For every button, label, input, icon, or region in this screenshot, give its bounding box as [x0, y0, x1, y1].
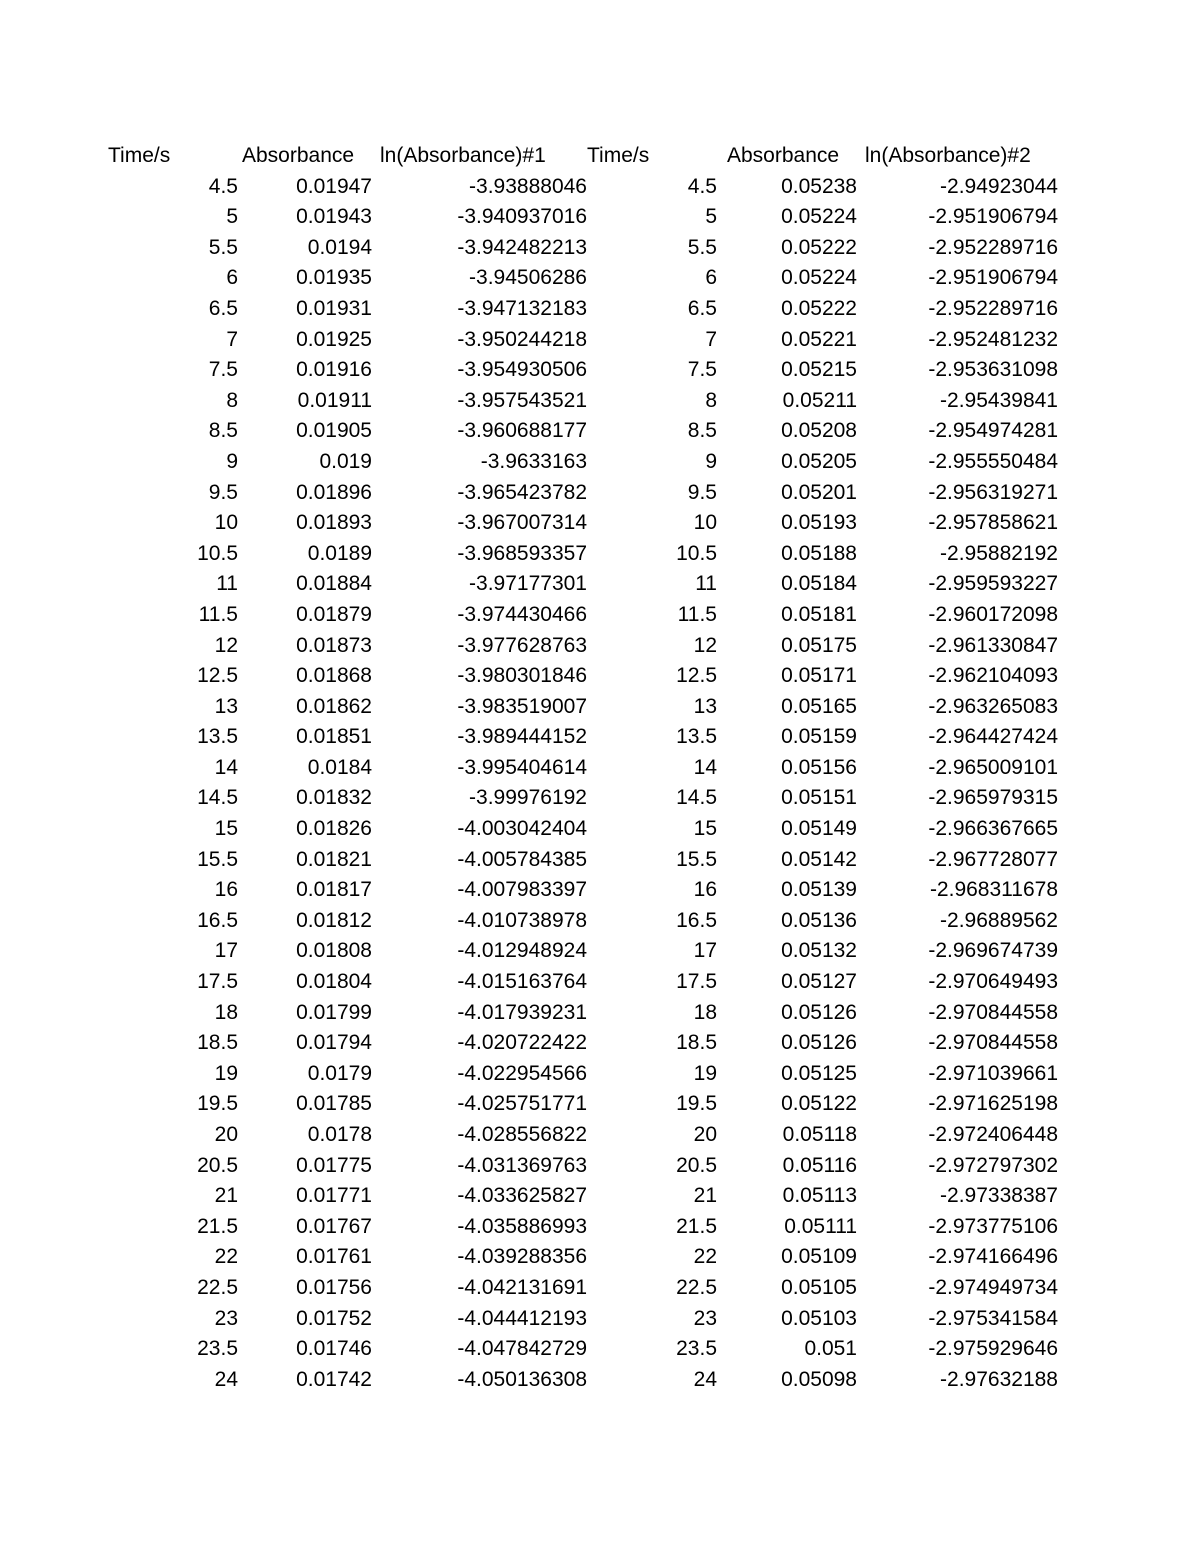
- absorbance-2-cell: 0.05105: [781, 1275, 857, 1299]
- time-2-cell: 22: [693, 1245, 717, 1269]
- absorbance-2-cell: 0.05098: [781, 1367, 857, 1391]
- ln-absorbance-2-cell: -2.953631098: [928, 358, 1058, 382]
- absorbance-1-cell: 0.0189: [307, 541, 372, 565]
- absorbance-2-cell: 0.05125: [781, 1061, 857, 1085]
- ln-absorbance-1-cell: -4.047842729: [457, 1337, 587, 1361]
- table-row: [108, 1059, 1058, 1090]
- time-1-cell: 19.5: [197, 1092, 238, 1116]
- time-2-cell: 8.5: [687, 419, 717, 443]
- absorbance-1-cell: 0.01943: [296, 205, 372, 229]
- ln-absorbance-2-cell: -2.963265083: [928, 694, 1058, 718]
- time-1-cell: 16: [214, 878, 238, 902]
- time-1-cell: 21.5: [197, 1214, 238, 1238]
- time-2-cell: 12.5: [676, 664, 717, 688]
- time-2-cell: 19.5: [676, 1092, 717, 1116]
- absorbance-1-cell: 0.01832: [296, 786, 372, 810]
- ln-absorbance-1-cell: -4.015163764: [457, 970, 587, 994]
- absorbance-1-cell: 0.01826: [296, 817, 372, 841]
- absorbance-2-cell: 0.05171: [781, 664, 857, 688]
- ln-absorbance-1-cell: -3.942482213: [457, 235, 587, 259]
- time-1-cell: 8: [226, 388, 238, 412]
- table-row: [108, 1028, 1058, 1059]
- absorbance-2-cell: 0.05238: [781, 174, 857, 198]
- ln-absorbance-2-cell: -2.974166496: [928, 1245, 1058, 1269]
- time-1-cell: 10.5: [197, 541, 238, 565]
- table-row: [108, 1273, 1058, 1304]
- ln-absorbance-2-cell: -2.957858621: [928, 511, 1058, 535]
- absorbance-1-cell: 0.01799: [296, 1000, 372, 1024]
- table-row: [108, 692, 1058, 723]
- absorbance-2-cell: 0.05156: [781, 755, 857, 779]
- ln-absorbance-2-cell: -2.971625198: [928, 1092, 1058, 1116]
- ln-absorbance-2-cell: -2.965009101: [928, 755, 1058, 779]
- time-2-cell: 13: [693, 694, 717, 718]
- absorbance-2-cell: 0.05224: [781, 205, 857, 229]
- absorbance-1-cell: 0.01893: [296, 511, 372, 535]
- header-time-2: Time/s: [587, 144, 650, 167]
- ln-absorbance-2-cell: -2.962104093: [928, 664, 1058, 688]
- time-2-cell: 21: [693, 1184, 717, 1208]
- table-row: [108, 936, 1058, 967]
- absorbance-2-cell: 0.05211: [782, 388, 857, 412]
- table-row: [108, 1181, 1058, 1212]
- absorbance-1-cell: 0.01756: [296, 1275, 372, 1299]
- absorbance-1-cell: 0.01785: [296, 1092, 372, 1116]
- time-2-cell: 19: [693, 1061, 717, 1085]
- absorbance-2-cell: 0.05222: [781, 296, 857, 320]
- ln-absorbance-1-cell: -3.9633163: [480, 449, 587, 473]
- ln-absorbance-2-cell: -2.951906794: [928, 266, 1058, 290]
- ln-absorbance-1-cell: -3.995404614: [457, 755, 587, 779]
- absorbance-1-cell: 0.0194: [307, 235, 372, 259]
- time-2-cell: 7: [705, 327, 717, 351]
- absorbance-1-cell: 0.0184: [307, 755, 372, 779]
- table-row: [108, 845, 1058, 876]
- ln-absorbance-2-cell: -2.97632188: [940, 1367, 1058, 1391]
- time-2-cell: 11.5: [677, 602, 717, 626]
- ln-absorbance-2-cell: -2.94923044: [940, 174, 1058, 198]
- table-row: [108, 814, 1058, 845]
- time-1-cell: 8.5: [208, 419, 238, 443]
- absorbance-2-cell: 0.05215: [781, 358, 857, 382]
- absorbance-1-cell: 0.01896: [296, 480, 372, 504]
- absorbance-2-cell: 0.05224: [781, 266, 857, 290]
- header-ln-absorbance-1: ln(Absorbance)#1: [380, 144, 546, 167]
- ln-absorbance-2-cell: -2.96889562: [940, 908, 1058, 932]
- absorbance-1-cell: 0.01775: [296, 1153, 372, 1177]
- time-2-cell: 18: [693, 1000, 717, 1024]
- absorbance-1-cell: 0.01931: [296, 296, 372, 320]
- header-row: [108, 141, 1058, 172]
- time-1-cell: 22.5: [197, 1275, 238, 1299]
- absorbance-2-cell: 0.05139: [781, 878, 857, 902]
- ln-absorbance-2-cell: -2.95882192: [940, 541, 1058, 565]
- table-row: [108, 661, 1058, 692]
- ln-absorbance-1-cell: -4.025751771: [457, 1092, 587, 1116]
- ln-absorbance-2-cell: -2.964427424: [928, 725, 1058, 749]
- time-2-cell: 6: [705, 266, 717, 290]
- ln-absorbance-1-cell: -4.017939231: [457, 1000, 587, 1024]
- ln-absorbance-1-cell: -3.97177301: [469, 572, 587, 596]
- ln-absorbance-1-cell: -4.010738978: [457, 908, 587, 932]
- ln-absorbance-2-cell: -2.95439841: [940, 388, 1058, 412]
- ln-absorbance-2-cell: -2.966367665: [928, 817, 1058, 841]
- absorbance-2-cell: 0.05193: [781, 511, 857, 535]
- ln-absorbance-1-cell: -4.005784385: [457, 847, 587, 871]
- time-1-cell: 19: [214, 1061, 238, 1085]
- time-2-cell: 9: [705, 449, 717, 473]
- absorbance-1-cell: 0.01925: [296, 327, 372, 351]
- absorbance-2-cell: 0.05109: [781, 1245, 857, 1269]
- absorbance-1-cell: 0.01821: [296, 847, 372, 871]
- header-absorbance-1: Absorbance: [242, 144, 355, 167]
- absorbance-1-cell: 0.0178: [307, 1123, 372, 1146]
- absorbance-1-cell: 0.01916: [296, 358, 372, 382]
- absorbance-1-cell: 0.0179: [307, 1061, 372, 1085]
- time-1-cell: 12: [214, 633, 238, 657]
- header-ln-absorbance-2: ln(Absorbance)#2: [865, 144, 1031, 167]
- table-row: [108, 478, 1058, 509]
- time-2-cell: 15: [693, 817, 717, 841]
- absorbance-2-cell: 0.05165: [781, 694, 857, 718]
- time-2-cell: 20.5: [676, 1153, 717, 1177]
- ln-absorbance-1-cell: -4.020722422: [457, 1031, 587, 1055]
- ln-absorbance-1-cell: -4.003042404: [457, 817, 587, 841]
- ln-absorbance-1-cell: -3.960688177: [457, 419, 587, 443]
- time-2-cell: 10.5: [676, 541, 717, 565]
- time-1-cell: 15: [214, 817, 238, 841]
- absorbance-2-cell: 0.05175: [781, 633, 857, 657]
- ln-absorbance-1-cell: -4.044412193: [457, 1306, 587, 1330]
- ln-absorbance-2-cell: -2.969674739: [928, 939, 1058, 963]
- absorbance-1-cell: 0.01879: [296, 602, 372, 626]
- absorbance-1-cell: 0.01742: [296, 1367, 372, 1391]
- time-1-cell: 12.5: [197, 664, 238, 688]
- table-row: [108, 233, 1058, 264]
- absorbance-1-cell: 0.01761: [296, 1245, 372, 1269]
- ln-absorbance-2-cell: -2.975929646: [928, 1337, 1058, 1361]
- time-1-cell: 7: [226, 327, 238, 351]
- time-1-cell: 17.5: [197, 970, 238, 994]
- absorbance-2-cell: 0.05136: [781, 908, 857, 932]
- time-2-cell: 8: [705, 388, 717, 412]
- time-1-cell: 13: [214, 694, 238, 718]
- ln-absorbance-2-cell: -2.97338387: [940, 1184, 1058, 1208]
- absorbance-2-cell: 0.051: [804, 1337, 857, 1361]
- ln-absorbance-2-cell: -2.972797302: [928, 1153, 1058, 1177]
- table-row: [108, 294, 1058, 325]
- table-row: [108, 355, 1058, 386]
- ln-absorbance-1-cell: -4.035886993: [457, 1214, 587, 1238]
- ln-absorbance-2-cell: -2.952289716: [928, 296, 1058, 320]
- absorbance-1-cell: 0.01771: [296, 1184, 372, 1208]
- ln-absorbance-2-cell: -2.971039661: [928, 1061, 1058, 1085]
- ln-absorbance-2-cell: -2.956319271: [928, 480, 1058, 504]
- table-row: [108, 753, 1058, 784]
- time-1-cell: 7.5: [208, 358, 238, 382]
- time-1-cell: 14: [214, 755, 238, 779]
- table-row: [108, 967, 1058, 998]
- time-2-cell: 17.5: [676, 970, 717, 994]
- time-1-cell: 21: [214, 1184, 238, 1208]
- time-1-cell: 5: [226, 205, 238, 229]
- table-row: [108, 875, 1058, 906]
- time-2-cell: 9.5: [687, 480, 717, 504]
- ln-absorbance-2-cell: -2.954974281: [928, 419, 1058, 443]
- time-1-cell: 10: [214, 511, 238, 535]
- header-time-1: Time/s: [108, 144, 171, 167]
- absorbance-1-cell: 0.01752: [296, 1306, 372, 1330]
- time-2-cell: 21.5: [676, 1214, 717, 1238]
- time-1-cell: 15.5: [197, 847, 238, 871]
- ln-absorbance-2-cell: -2.973775106: [928, 1214, 1058, 1238]
- ln-absorbance-1-cell: -4.012948924: [457, 939, 587, 963]
- table-row: [108, 998, 1058, 1029]
- time-1-cell: 11.5: [198, 602, 238, 626]
- absorbance-1-cell: 0.01746: [296, 1337, 372, 1361]
- absorbance-1-cell: 0.01873: [296, 633, 372, 657]
- table-row: [108, 508, 1058, 539]
- absorbance-1-cell: 0.01935: [296, 266, 372, 290]
- ln-absorbance-1-cell: -3.947132183: [457, 296, 587, 320]
- ln-absorbance-2-cell: -2.970649493: [928, 970, 1058, 994]
- time-2-cell: 6.5: [687, 296, 717, 320]
- ln-absorbance-1-cell: -3.940937016: [457, 205, 587, 229]
- header-absorbance-2: Absorbance: [727, 144, 840, 167]
- absorbance-2-cell: 0.05122: [781, 1092, 857, 1116]
- ln-absorbance-1-cell: -4.050136308: [457, 1367, 587, 1391]
- time-2-cell: 16: [693, 878, 717, 902]
- time-1-cell: 6.5: [208, 296, 238, 320]
- absorbance-2-cell: 0.05208: [781, 419, 857, 443]
- ln-absorbance-2-cell: -2.965979315: [928, 786, 1058, 810]
- absorbance-2-cell: 0.05127: [781, 970, 857, 994]
- ln-absorbance-2-cell: -2.951906794: [928, 205, 1058, 229]
- absorbance-1-cell: 0.01812: [296, 908, 372, 932]
- time-2-cell: 11: [695, 572, 717, 596]
- ln-absorbance-1-cell: -4.007983397: [457, 878, 587, 902]
- time-2-cell: 23: [693, 1306, 717, 1330]
- ln-absorbance-2-cell: -2.952481232: [928, 327, 1058, 351]
- table-row: [108, 539, 1058, 570]
- table-row: [108, 1089, 1058, 1120]
- absorbance-2-cell: 0.05142: [781, 847, 857, 871]
- absorbance-2-cell: 0.05159: [781, 725, 857, 749]
- ln-absorbance-1-cell: -4.028556822: [457, 1123, 587, 1146]
- ln-absorbance-1-cell: -3.950244218: [457, 327, 587, 351]
- time-1-cell: 18.5: [197, 1031, 238, 1055]
- table-body: [108, 172, 1058, 1396]
- ln-absorbance-1-cell: -3.983519007: [457, 694, 587, 718]
- time-2-cell: 18.5: [676, 1031, 717, 1055]
- time-2-cell: 13.5: [676, 725, 717, 749]
- absorbance-1-cell: 0.01862: [296, 694, 372, 718]
- table-row: [108, 1334, 1058, 1365]
- absorbance-1-cell: 0.01884: [296, 572, 372, 596]
- ln-absorbance-2-cell: -2.972406448: [928, 1123, 1058, 1146]
- absorbance-1-cell: 0.01808: [296, 939, 372, 963]
- absorbance-2-cell: 0.05111: [784, 1214, 857, 1238]
- ln-absorbance-2-cell: -2.968311678: [929, 878, 1058, 902]
- absorbance-1-cell: 0.01911: [297, 388, 372, 412]
- absorbance-1-cell: 0.01851: [296, 725, 372, 749]
- time-1-cell: 4.5: [208, 174, 238, 198]
- time-1-cell: 9: [226, 449, 238, 473]
- table-header: [108, 141, 1058, 172]
- absorbance-2-cell: 0.05221: [781, 327, 857, 351]
- table-row: [108, 631, 1058, 662]
- ln-absorbance-1-cell: -4.022954566: [457, 1061, 587, 1085]
- ln-absorbance-1-cell: -4.031369763: [457, 1153, 587, 1177]
- absorbance-1-cell: 0.01868: [296, 664, 372, 688]
- absorbance-2-cell: 0.05126: [781, 1000, 857, 1024]
- ln-absorbance-2-cell: -2.959593227: [928, 572, 1058, 596]
- time-1-cell: 24: [214, 1367, 238, 1391]
- time-2-cell: 16.5: [676, 908, 717, 932]
- time-2-cell: 17: [693, 939, 717, 963]
- table-row: [108, 1212, 1058, 1243]
- time-1-cell: 22: [214, 1245, 238, 1269]
- time-2-cell: 14: [693, 755, 717, 779]
- table-row: [108, 1151, 1058, 1182]
- time-2-cell: 24: [693, 1367, 717, 1391]
- absorbance-1-cell: 0.01794: [296, 1031, 372, 1055]
- ln-absorbance-1-cell: -3.957543521: [457, 388, 587, 412]
- time-2-cell: 20: [693, 1123, 717, 1146]
- absorbance-2-cell: 0.05222: [781, 235, 857, 259]
- table-row: [108, 172, 1058, 203]
- time-1-cell: 20: [214, 1123, 238, 1146]
- ln-absorbance-2-cell: -2.952289716: [928, 235, 1058, 259]
- ln-absorbance-1-cell: -4.033625827: [457, 1184, 587, 1208]
- time-1-cell: 13.5: [197, 725, 238, 749]
- absorbance-2-cell: 0.05205: [781, 449, 857, 473]
- time-1-cell: 5.5: [208, 235, 238, 259]
- table-row: [108, 600, 1058, 631]
- time-2-cell: 14.5: [676, 786, 717, 810]
- table-row: [108, 1304, 1058, 1335]
- ln-absorbance-1-cell: -3.980301846: [457, 664, 587, 688]
- time-2-cell: 7.5: [687, 358, 717, 382]
- absorbance-2-cell: 0.05116: [782, 1153, 857, 1177]
- ln-absorbance-2-cell: -2.967728077: [928, 847, 1058, 871]
- time-1-cell: 14.5: [197, 786, 238, 810]
- time-1-cell: 23.5: [197, 1337, 238, 1361]
- absorbance-data-table: [108, 141, 1058, 1395]
- absorbance-1-cell: 0.01947: [296, 174, 372, 198]
- ln-absorbance-2-cell: -2.970844558: [928, 1000, 1058, 1024]
- time-1-cell: 17: [214, 939, 238, 963]
- ln-absorbance-1-cell: -3.989444152: [457, 725, 587, 749]
- absorbance-1-cell: 0.01817: [296, 878, 372, 902]
- ln-absorbance-2-cell: -2.974949734: [928, 1275, 1058, 1299]
- absorbance-2-cell: 0.05151: [781, 786, 857, 810]
- absorbance-1-cell: 0.01767: [296, 1214, 372, 1238]
- time-2-cell: 5.5: [687, 235, 717, 259]
- ln-absorbance-1-cell: -4.042131691: [457, 1275, 587, 1299]
- ln-absorbance-1-cell: -3.967007314: [457, 511, 587, 535]
- absorbance-2-cell: 0.05113: [782, 1184, 857, 1208]
- ln-absorbance-1-cell: -3.94506286: [469, 266, 587, 290]
- time-2-cell: 5: [705, 205, 717, 229]
- absorbance-2-cell: 0.05103: [781, 1306, 857, 1330]
- table-row: [108, 325, 1058, 356]
- table-row: [108, 1242, 1058, 1273]
- time-2-cell: 23.5: [676, 1337, 717, 1361]
- absorbance-2-cell: 0.05184: [781, 572, 857, 596]
- ln-absorbance-1-cell: -3.974430466: [457, 602, 587, 626]
- absorbance-1-cell: 0.01804: [296, 970, 372, 994]
- time-2-cell: 4.5: [687, 174, 717, 198]
- table-row: [108, 783, 1058, 814]
- time-2-cell: 15.5: [676, 847, 717, 871]
- absorbance-2-cell: 0.05201: [781, 480, 857, 504]
- absorbance-1-cell: 0.019: [319, 449, 372, 473]
- ln-absorbance-2-cell: -2.970844558: [928, 1031, 1058, 1055]
- ln-absorbance-1-cell: -3.99976192: [469, 786, 587, 810]
- ln-absorbance-1-cell: -3.977628763: [457, 633, 587, 657]
- absorbance-2-cell: 0.05118: [782, 1123, 857, 1146]
- time-2-cell: 12: [693, 633, 717, 657]
- time-2-cell: 10: [693, 511, 717, 535]
- ln-absorbance-1-cell: -3.93888046: [469, 174, 587, 198]
- ln-absorbance-1-cell: -3.968593357: [457, 541, 587, 565]
- time-1-cell: 9.5: [208, 480, 238, 504]
- ln-absorbance-1-cell: -3.965423782: [457, 480, 587, 504]
- table-row: [108, 263, 1058, 294]
- absorbance-2-cell: 0.05126: [781, 1031, 857, 1055]
- absorbance-2-cell: 0.05181: [781, 602, 857, 626]
- ln-absorbance-1-cell: -3.954930506: [457, 358, 587, 382]
- ln-absorbance-2-cell: -2.955550484: [928, 449, 1058, 473]
- table-row: [108, 906, 1058, 937]
- absorbance-1-cell: 0.01905: [296, 419, 372, 443]
- ln-absorbance-2-cell: -2.961330847: [928, 633, 1058, 657]
- time-1-cell: 18: [214, 1000, 238, 1024]
- time-1-cell: 11: [216, 572, 238, 596]
- time-1-cell: 23: [214, 1306, 238, 1330]
- time-2-cell: 22.5: [676, 1275, 717, 1299]
- table-row: [108, 1365, 1058, 1396]
- table-row: [108, 447, 1058, 478]
- absorbance-2-cell: 0.05132: [781, 939, 857, 963]
- table-row: [108, 722, 1058, 753]
- table-row: [108, 202, 1058, 233]
- absorbance-2-cell: 0.05149: [781, 817, 857, 841]
- ln-absorbance-2-cell: -2.960172098: [928, 602, 1058, 626]
- absorbance-2-cell: 0.05188: [781, 541, 857, 565]
- table-row: [108, 569, 1058, 600]
- time-1-cell: 20.5: [197, 1153, 238, 1177]
- table-row: [108, 386, 1058, 417]
- table-row: [108, 416, 1058, 447]
- ln-absorbance-1-cell: -4.039288356: [457, 1245, 587, 1269]
- ln-absorbance-2-cell: -2.975341584: [928, 1306, 1058, 1330]
- table-row: [108, 1120, 1058, 1151]
- time-1-cell: 16.5: [197, 908, 238, 932]
- time-1-cell: 6: [226, 266, 238, 290]
